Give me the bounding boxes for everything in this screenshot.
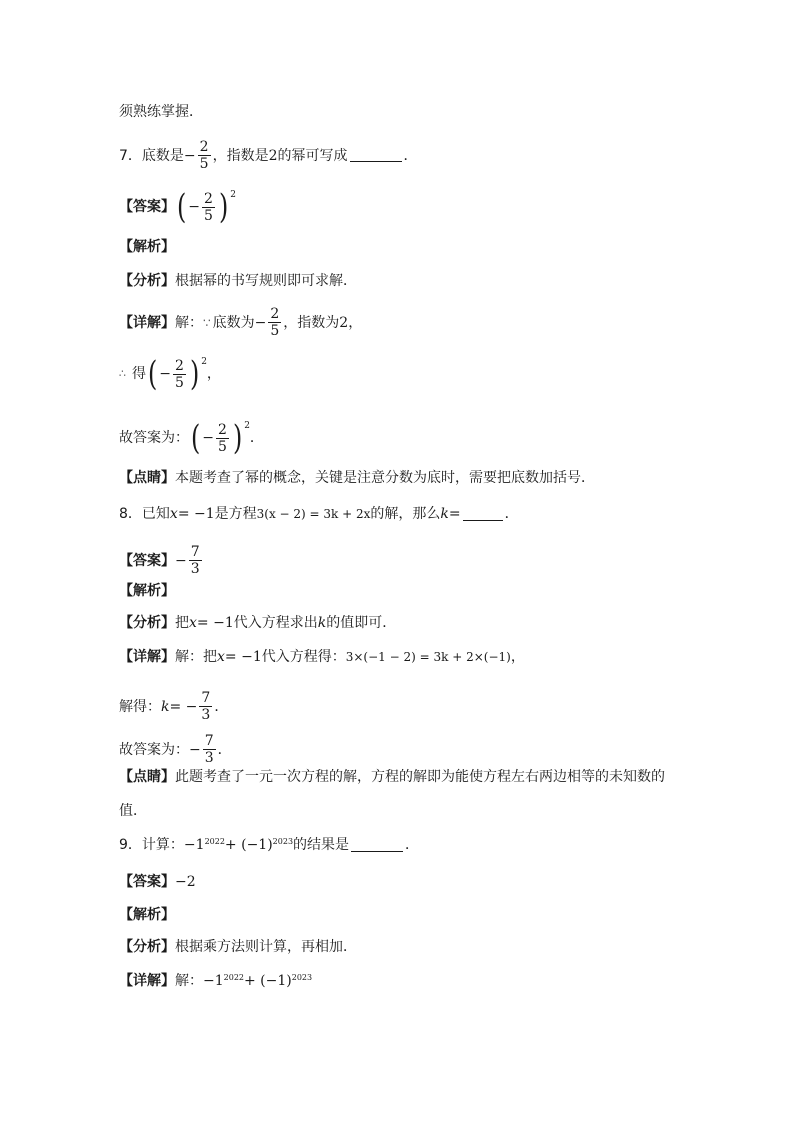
question-8: [119, 505, 519, 523]
detail-line: [119, 972, 312, 990]
detail-text: 解：: [175, 973, 203, 989]
fraction: [173, 358, 186, 391]
minus-sign: −: [188, 199, 200, 215]
fenxi-line: [119, 272, 357, 290]
answer-tag: 【答案】: [119, 874, 175, 890]
question-text: 是方程: [214, 506, 257, 522]
fenxi-text: 把: [175, 615, 189, 631]
fraction: [216, 422, 229, 455]
comma: ，: [510, 649, 525, 665]
dianjing-line: [119, 469, 595, 487]
exponent: 2: [244, 421, 250, 431]
derive-text: 得: [132, 366, 146, 382]
answer-value: −2: [175, 874, 196, 890]
term: −1: [183, 837, 205, 853]
fraction-denominator: 5: [218, 438, 227, 455]
fraction-denominator: 5: [199, 156, 209, 172]
question-text: ，指数是: [212, 147, 269, 164]
question-7: [119, 139, 418, 172]
comma: ，: [206, 366, 221, 382]
answer-blank: [463, 508, 503, 521]
final-label: 故答案为：: [119, 741, 189, 758]
detail-tag: 【详解】: [119, 314, 175, 331]
fraction-denominator: 3: [201, 707, 211, 723]
answer-line: [119, 873, 196, 891]
variable-x: x: [189, 615, 197, 631]
fenxi-tag: 【分析】: [119, 939, 175, 955]
answer-blank: [350, 149, 402, 162]
fraction-denominator: 5: [175, 374, 184, 391]
question-number: 8．: [119, 506, 142, 522]
fenxi-text: 根据乘方法则计算，再相加．: [175, 939, 357, 955]
fraction-numerator: 2: [204, 190, 213, 207]
fraction-numerator: 2: [218, 421, 227, 438]
answer-line: [119, 544, 204, 577]
answer-line: [119, 187, 236, 227]
analysis-tag: 【解析】: [119, 583, 175, 599]
right-paren: ): [189, 354, 200, 394]
exponent: 2022: [223, 973, 244, 982]
variable-x: x: [169, 506, 178, 522]
detail-line: [119, 648, 525, 666]
dianjing-text: 本题考查了幂的概念，关键是注意分数为底时，需要把底数加括号．: [175, 470, 595, 486]
question-text: 已知: [141, 506, 170, 522]
fenxi-line: [119, 938, 357, 956]
fenxi-line: [119, 614, 396, 632]
exponent: 2022: [204, 837, 225, 846]
detail-text: 代入方程得：: [261, 649, 346, 665]
period: ．: [504, 506, 519, 522]
question-text: 的解，那么: [370, 506, 441, 522]
dianjing-text: 值．: [119, 803, 147, 819]
fenxi-text: 的值即可．: [326, 615, 397, 631]
detail-text: 解：: [175, 314, 203, 331]
fraction-numerator: 2: [270, 306, 280, 322]
analysis-tag: 【解析】: [119, 907, 175, 923]
question-number: 9．: [119, 837, 142, 853]
equation: 3(x − 2) = 3k + 2x: [256, 507, 371, 521]
minus-sign: −: [159, 366, 171, 382]
dianjing-text: 此题考查了一元一次方程的解，方程的解即为能使方程左右两边相等的未知数的: [175, 769, 665, 785]
term: + (−1): [224, 837, 273, 853]
analysis-tag: 【解析】: [119, 239, 175, 255]
detail-text: 解：把: [175, 649, 217, 665]
solve-label: 解得：: [119, 698, 161, 715]
question-text: 的结果是: [293, 837, 350, 853]
question-number: 7．: [119, 147, 142, 164]
fraction: [202, 191, 215, 224]
fenxi-text: 代入方程求出: [233, 615, 318, 631]
period: ．: [405, 837, 420, 853]
derive-line: [119, 354, 221, 394]
fraction-denominator: 3: [190, 561, 200, 577]
fraction-numerator: 2: [175, 357, 184, 374]
question-text: 底数是: [141, 147, 184, 164]
final-answer-line: [119, 733, 232, 766]
fraction-numerator: 7: [201, 690, 211, 706]
detail-line: [119, 306, 362, 339]
fraction-numerator: 2: [199, 139, 209, 155]
fraction: [189, 544, 202, 577]
exponent: 2: [230, 190, 236, 200]
minus-sign: −: [189, 741, 201, 758]
answer-tag: 【答案】: [119, 552, 175, 569]
solve-line: [119, 690, 228, 723]
equation-part: = −1: [177, 506, 215, 522]
final-label: 故答案为：: [119, 430, 189, 446]
comma: ，: [348, 314, 363, 331]
analysis-line: [119, 906, 175, 924]
final-answer-line: [119, 418, 264, 458]
fraction: [199, 690, 212, 723]
variable-k: k: [317, 615, 327, 631]
answer-blank: [351, 839, 403, 852]
fraction-denominator: 3: [204, 750, 214, 766]
fraction-numerator: 7: [204, 733, 214, 749]
fraction: [198, 139, 211, 172]
analysis-line: [119, 238, 175, 256]
detail-text: 底数为: [212, 314, 255, 331]
period: ．: [403, 147, 418, 164]
fraction: [268, 306, 281, 339]
fenxi-text: 根据幂的书写规则即可求解．: [175, 273, 357, 289]
exponent-value: 2: [339, 314, 349, 331]
term: + (−1): [244, 973, 292, 989]
fraction-numerator: 7: [190, 544, 200, 560]
detail-tag: 【详解】: [119, 649, 175, 665]
minus-sign: −: [175, 552, 187, 569]
variable-x: x: [217, 649, 225, 665]
equation: 3×(−1 − 2) = 3k + 2×(−1): [345, 650, 511, 664]
because-symbol: ∵: [203, 315, 211, 330]
period: ．: [217, 741, 232, 758]
right-paren: ): [218, 187, 229, 227]
exponent: 2023: [291, 973, 313, 982]
left-paren: (: [147, 354, 158, 394]
therefore-symbol: ∴: [119, 367, 126, 380]
fraction-denominator: 5: [204, 207, 213, 224]
variable-k: k: [440, 506, 449, 522]
equals-sign: =: [448, 506, 461, 522]
period: ．: [214, 698, 229, 715]
term: −1: [203, 973, 224, 989]
left-paren: (: [176, 187, 187, 227]
dianjing-line: [119, 768, 665, 786]
left-paren: (: [190, 418, 201, 458]
question-9: [119, 836, 419, 854]
exponent: 2: [201, 357, 207, 367]
fenxi-tag: 【分析】: [119, 615, 175, 631]
question-text: 的幂可写成: [277, 147, 348, 164]
detail-tag: 【详解】: [119, 973, 175, 989]
answer-tag: 【答案】: [119, 199, 175, 215]
minus-sign: −: [254, 314, 267, 331]
variable-k: k: [161, 698, 170, 715]
continuation-text: 须熟练掌握．: [119, 104, 203, 120]
minus-sign: −: [183, 147, 196, 164]
exponent: 2023: [272, 837, 294, 846]
analysis-line: [119, 582, 175, 600]
right-paren: ): [232, 418, 243, 458]
fraction-denominator: 5: [270, 323, 280, 339]
text-line: [119, 103, 203, 121]
minus-sign: −: [202, 430, 214, 446]
equation-part: = −: [169, 698, 198, 715]
dianjing-tag: 【点睛】: [119, 470, 175, 486]
exponent-value: 2: [268, 147, 278, 164]
dianjing-line-2: [119, 802, 147, 820]
dianjing-tag: 【点睛】: [119, 769, 175, 785]
equation-part: = −1: [196, 615, 234, 631]
period: ．: [249, 430, 264, 446]
detail-text: ，指数为: [283, 314, 340, 331]
question-text: 计算：: [141, 837, 184, 853]
fenxi-tag: 【分析】: [119, 273, 175, 289]
fraction: [203, 733, 216, 766]
equation-part: = −1: [224, 649, 262, 665]
